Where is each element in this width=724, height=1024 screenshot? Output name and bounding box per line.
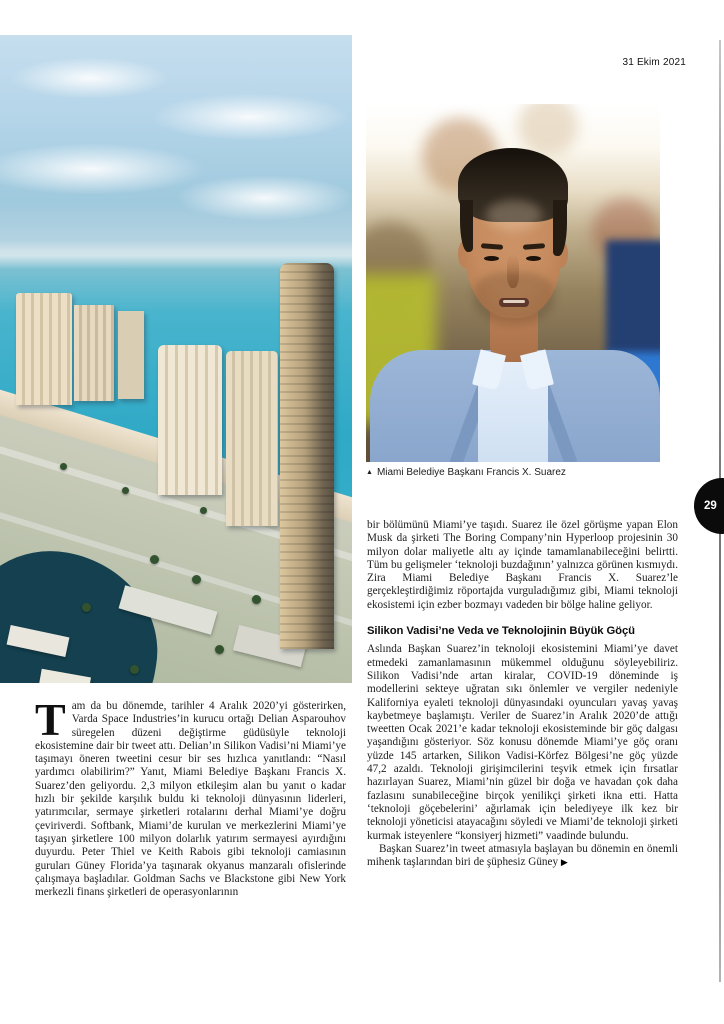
skyscraper	[118, 311, 144, 399]
paragraph	[367, 843, 678, 870]
caption-text: Miami Belediye Başkanı Francis X. Suarez	[376, 467, 566, 478]
cloud	[150, 93, 350, 141]
skyscraper	[16, 293, 72, 405]
palm-tree	[60, 463, 67, 470]
eye	[526, 256, 541, 261]
issue-date: 31 Ekim 2021	[622, 57, 686, 68]
paragraph	[35, 694, 346, 899]
tree	[215, 645, 224, 654]
skyscraper	[226, 351, 278, 526]
drop-cap: T	[35, 694, 66, 745]
cloud	[10, 57, 170, 99]
page-number: 29	[704, 500, 717, 512]
tree	[252, 595, 261, 604]
eye	[484, 256, 499, 261]
page-number-badge	[694, 478, 724, 534]
hair-side	[460, 200, 473, 252]
photo-caption	[366, 467, 666, 478]
tree	[150, 555, 159, 564]
paragraph: Aslında Başkan Suarez’in teknoloji ekosistemini Miami’ye davet etmedeki zamanlamasının mükemmel olduğunu söyleyebiliriz. Silikon Vadisi’nde artan kiralar, COVID-19 döneminde iş modellerini sekteye uğratan sıkı önlemler ve vergiler nedeniyle Kaliforniya eyaleti teknoloji dünyasındaki oyuncuları yavaş yavaş kaybetmeye başlamıştı. Veriler de Suarez’in Aralık 2020’de attığı tweetten Ocak 2021’e kadar teknoloji ekosisteminde bir göç dalgası yaşandığını gösteriyor. Söz konusu dönemde Miami’ye göç oranı yüzde 145 artarken, Silikon Vadisi-Körfez Bölgesi’ne göç yüzde 47,2 azaldı. Teknoloji girişimcilerini teşvik etmek için fırsatlar hazırlayan Suarez, Miami’nin güzel bir doğa ve havadan çok daha fazlasını sunabileceğine birçok yenilikçi şirketi ikna etti. Hatta ‘teknoloji göçebelerini’ ağırlamak için belediyeye ilk kez bir teknoloji yöneticisi atayacağını söyledi ve Miami’de teknoloji şirketi kurmak isteyenlere “konsiyerj hizmeti” vaadinde bulundu.	[367, 643, 678, 842]
article-column-left	[35, 694, 346, 899]
forehead-highlight	[486, 200, 542, 230]
teeth	[503, 300, 525, 303]
paragraph-text: Başkan Suarez’in tweet atmasıyla başlayan bu dönemin en önemli mihenk taşlarından biri de şüphesiz Güney	[367, 842, 678, 869]
skyscraper	[74, 305, 114, 401]
article-column-right	[367, 519, 678, 869]
palm-tree	[122, 487, 129, 494]
skyscraper	[158, 345, 222, 495]
tree	[82, 603, 91, 612]
miami-aerial-photo	[0, 35, 352, 683]
section-heading: Silikon Vadisi’ne Veda ve Teknolojinin Büyük Göçü	[367, 625, 635, 638]
tall-tower	[280, 263, 334, 649]
palm-tree	[200, 507, 207, 514]
paragraph: bir bölümünü Miami’ye taşıdı. Suarez ile özel görüşme yapan Elon Musk da şirketi The Boring Company’nin Hyperloop projesinin 30 milyon dolar maliyetle altı ay içinde tamamlanabileceğini belirtti. Tüm bu gelişmeler ‘teknoloji buzdağının’ yalnızca görünen kısmıydı. Zira Miami Belediye Başkanı Francis X. Suarez’le gerçekleştirdiğimiz röportajda vurguladığımız gibi, Miami teknoloji ekosistemi için ezber bozmayı vadeden bir bölge haline geliyor.	[367, 519, 678, 611]
tree	[192, 575, 201, 584]
continuation-arrow-icon: ▶	[560, 857, 568, 868]
suarez-portrait-photo	[366, 104, 660, 462]
left-column-text: am da bu dönemde, tarihler 4 Aralık 2020’yi gösterirken, Varda Space Industries’in kurucu ortağı Delian Asparouhov süregelen düzeni değiştirme güdüsüyle teknoloji ekosistemine dair bir tweet attı. Delian’ın Silikon Vadisi’ni Miami’ye taşımayı öneren tweetini cesur bir ses hızlıca yanıtlandı: “Nasıl yardımcı olabilirim?” Yanıt, Miami Belediye Başkanı Francis X. Suarez’den geliyordu. 2,3 milyon etkileşim alan bu yanıt o kadar hızlı bir şekilde karşılık buldu ki teknoloji dünyasının liderleri, yatırımcılar, sermaye şirketleri rotalarını derhal Miami’ye doğru çeviriverdi. Softbank, Miami’de kurulan ve merkezlerini Miami’ye taşıyan şirketlere 100 milyon dolarlık yatırım sermayesi ayırdığını duyurdu. Peter Thiel ve Keith Rabois gibi teknoloji camiasının guruları Güney Florida’ya taşınarak okyanus manzaralı ofislerinde çalışmaya başladılar. Goldman Sachs ve Blackstone gibi New York merkezli finans şirketleri de operasyonlarının	[35, 700, 346, 899]
tree	[130, 665, 139, 674]
caption-triangle-icon: ▲	[366, 469, 373, 476]
cloud	[175, 175, 352, 221]
